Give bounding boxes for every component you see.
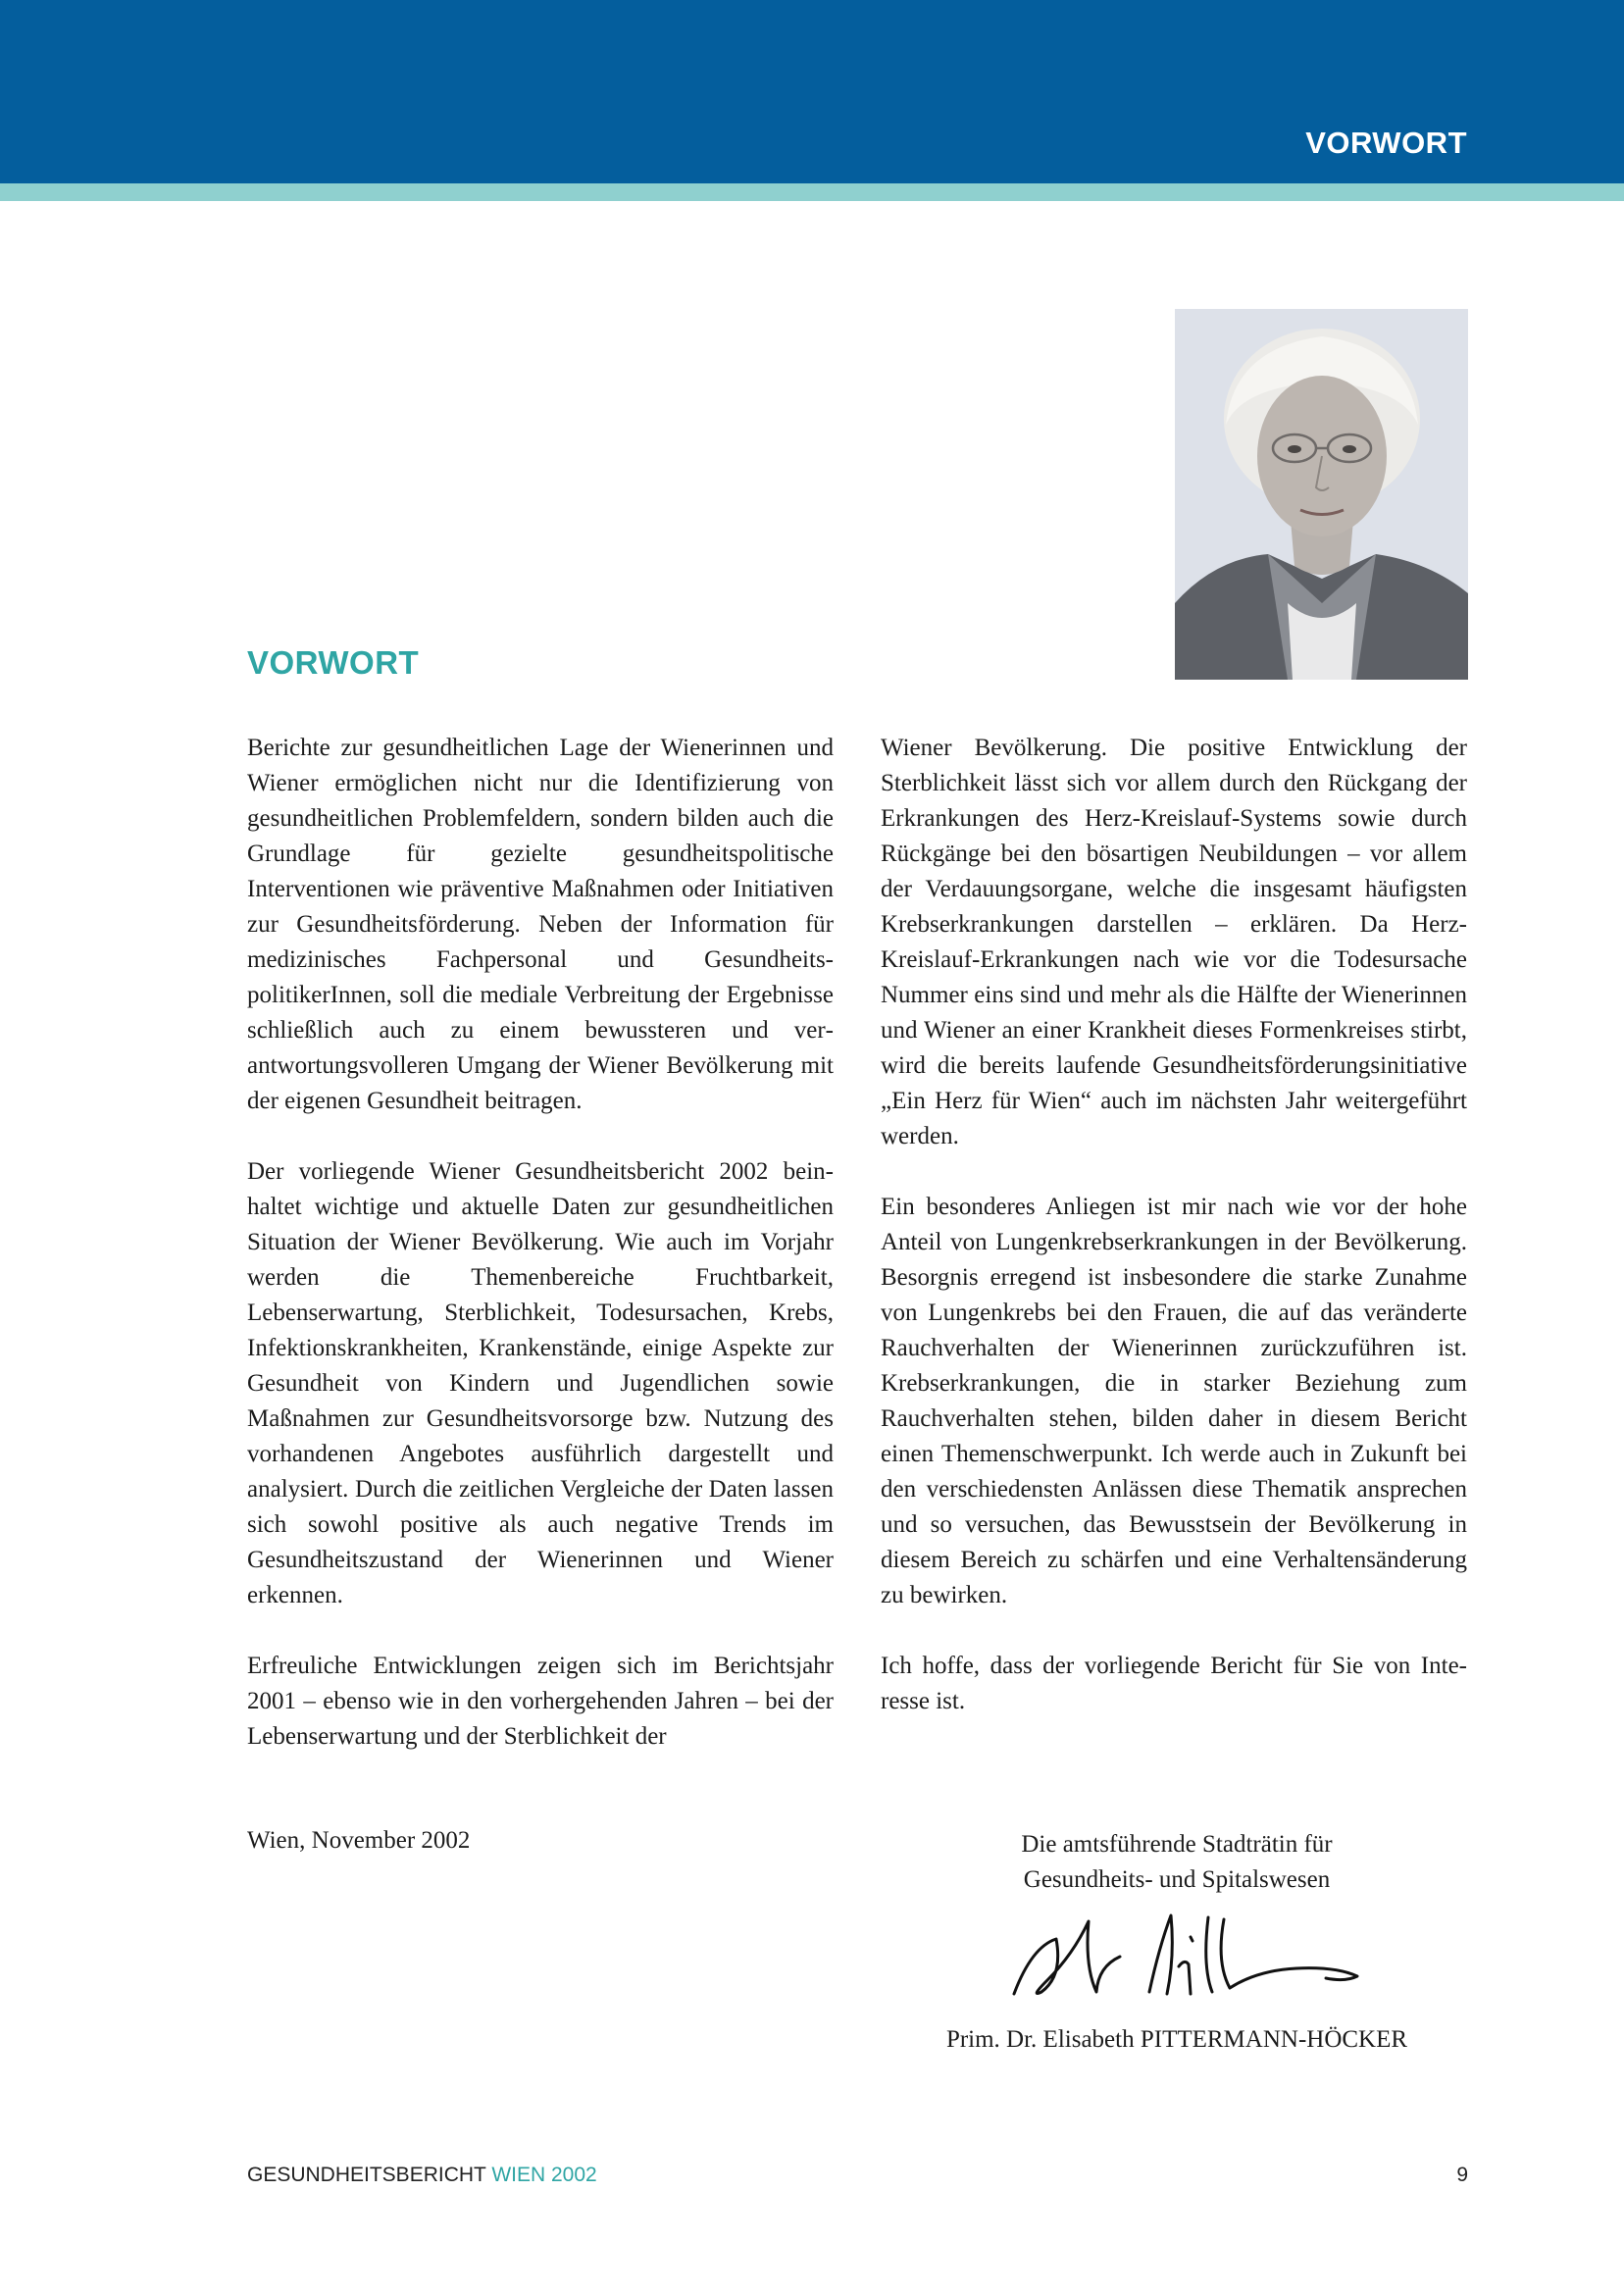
handwritten-signature [1002, 1908, 1365, 2004]
footer-publication [247, 2164, 597, 2187]
left-column [247, 731, 834, 1790]
place-date: Wien, November 2002 [247, 1827, 471, 1854]
paragraph: Berichte zur gesundheitlichen Lage der Wienerinnen und Wiener ermöglichen nicht nur die Identifizierung von gesundheitlichen Problemfeldern, sondern bilden auch die Grundlage für gezielte gesundheitspolitische Interventionen wie präventive Maßnahmen oder Initiativen zur Gesundheitsförderung. Neben der Information für medizinisches Fachpersonal und GesundheitspolitikerInnen, soll die mediale Verbreitung der Ergebnisse schließlich auch zu einem bewussteren und verantwortungsvolleren Umgang der Wiener Bevölkerung mit der eigenen Gesundheit beitragen. [247, 735, 834, 1114]
right-column [881, 731, 1467, 1755]
section-title: VORWORT [247, 644, 420, 681]
header-stripe [0, 183, 1624, 201]
footer-title: GESUNDHEITSBERICHT [247, 2164, 492, 2186]
paragraph: Ich hoffe, dass der vorliegende Bericht für Sie von Interesse ist. [881, 1653, 1467, 1714]
paragraph: Wiener Bevölkerung. Die positive Entwicklung der Sterblichkeit lässt sich vor allem durch den Rückgang der Erkrankungen des Herz-Kreislauf-Systems sowie durch Rückgänge bei den bösartigen Neubildungen – vor allem der Verdauungsorgane, welche die insgesamt häufigsten Krebserkrankungen darstellen – erklären. Da Herz-Kreislauf-Erkrankungen nach wie vor die Todesursache Nummer eins sind und mehr als die Hälfte der Wienerinnen und Wiener an einer Krankheit dieses Formenkreises stirbt, wird die bereits laufende Gesundheitsförderungsinitiative „Ein Herz für Wien“ auch im nächsten Jahr weitergeführt werden. [881, 735, 1467, 1149]
role-line: Gesundheits- und Spitalswesen [1023, 1866, 1331, 1893]
role-line: Die amtsführende Stadträtin für [1021, 1831, 1333, 1858]
signatory-role [922, 1827, 1432, 1898]
page-number: 9 [1456, 2164, 1468, 2186]
footer-title-accent: WIEN 2002 [491, 2164, 597, 2186]
paragraph: Der vorliegende Wiener Gesundheitsbericht 2002 beinhaltet wichtige und aktuelle Daten zur gesundheitlichen Situation der Wiener Bevölkerung. Wie auch im Vorjahr werden die Themenbereiche Fruchtbarkeit, Lebenserwartung, Sterblichkeit, Todesursachen, Krebs, Infektionskrankheiten, Krankenstände, einige Aspekte zur Gesundheit von Kindern und Jugendlichen sowie Maßnahmen zur Gesundheitsvorsorge bzw. Nutzung des vorhandenen Angebotes ausführlich dargestellt und analysiert. Durch die zeitlichen Vergleiche der Daten lassen sich sowohl positive als auch negative Trends im Gesundheitszustand der Wienerinnen und Wiener erkennen. [247, 1158, 834, 1608]
paragraph: Ein besonderes Anliegen ist mir nach wie vor der hohe Anteil von Lungenkrebserkrankungen in der Bevölkerung. Besorgnis erregend ist insbesondere die starke Zunahme von Lungenkrebs bei den Frauen, die auf das veränderte Rauchverhalten der Wienerinnen zurückzuführen ist. Krebserkrankungen, die in starker Beziehung zum Rauchverhalten stehen, bilden daher in diesem Bericht einen Themenschwerpunkt. Ich werde auch in Zukunft bei den verschiedensten Anlässen diese Thematik ansprechen und so versuchen, das Bewusstsein der Bevölkerung in diesem Bereich zu schärfen und eine Verhaltensänderung zu bewirken. [881, 1194, 1467, 1608]
header-title: VORWORT [1305, 126, 1467, 160]
portrait-photo [1175, 309, 1468, 680]
paragraph: Erfreuliche Entwicklungen zeigen sich im Berichtsjahr 2001 – ebenso wie in den vorhergehenden Jahren – bei der Lebenserwartung und der Sterblichkeit der [247, 1653, 834, 1750]
signer-name: Prim. Dr. Elisabeth PITTERMANN-HÖCKER [945, 2026, 1408, 2053]
